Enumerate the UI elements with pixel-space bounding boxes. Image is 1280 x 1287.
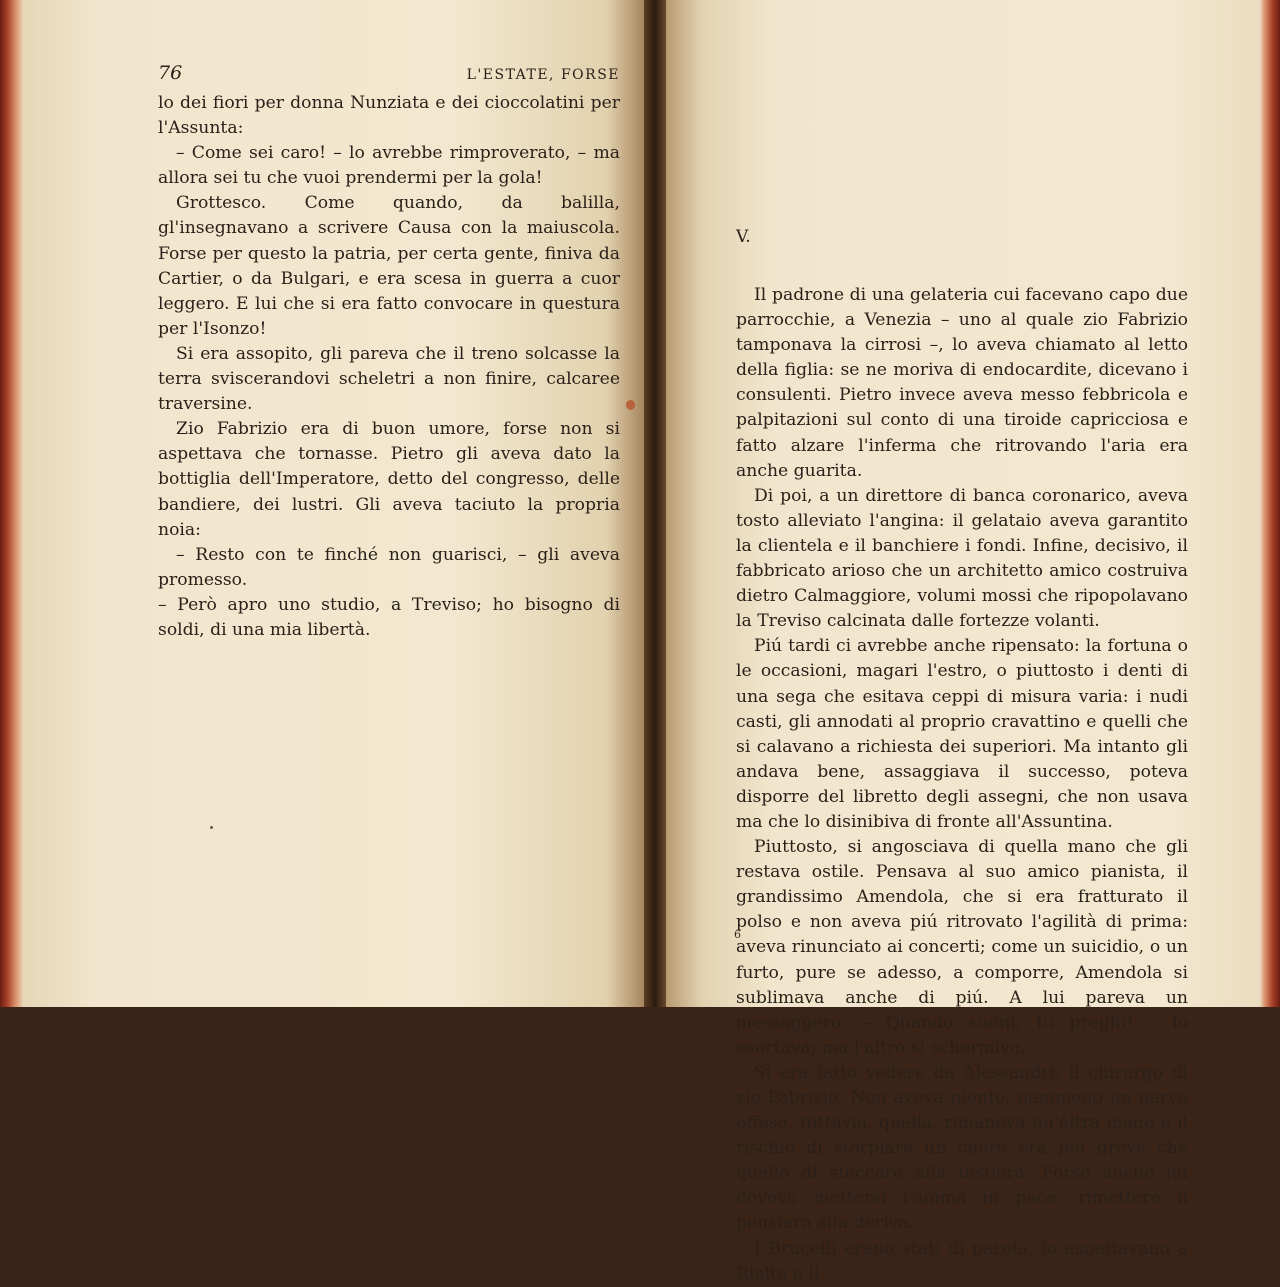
running-head [158,62,620,84]
running-title: L'ESTATE, FORSE [466,67,620,83]
paragraph: Si era fatto vedere da Alessandri, il chirurgo di zio Fabrizio. Non aveva niente, nemmeno un nervo offeso, tuttavia, quella, rimaneva un'altra mano e il rischio di storpiare un cuore era piú greve che quello di steccare alla tastiera. Forse anche lui doveva mettersi l'anima in pace, rimettere il pensiero alla deriva. [736,1062,1188,1234]
show-through-text [726,88,1186,268]
paragraph: – Resto con te finché non guarisci, – gli aveva promesso. [158,544,620,590]
right-page [666,0,1260,1284]
paragraph: Zio Fabrizio era di buon umore, forse non si aspettava che tornasse. Pietro gli aveva dato la bottiglia dell'Imperatore, detto del congresso, delle bandiere, dei lustri. Gli aveva taciuto la propria noia: [158,419,620,540]
paragraph: Grottesco. Come quando, da balilla, gl'insegnavano a scrivere Causa con la maiuscola. Forse per questo la patria, per certa gente, finiva da Cartier, o da Bulgari, e era scesa in guerra a cuor leggero. E lui che si era fatto convocare in questura per l'Isonzo! [158,193,620,339]
book-edge-right [1260,0,1280,1007]
book-gutter [644,0,666,1007]
paragraph: – Però apro uno studio, a Treviso; ho bisogno di soldi, di una mia libertà. [158,594,620,640]
print-speck [210,826,213,829]
signature-mark: 6 [734,928,741,941]
page-number: 76 [158,62,183,84]
right-body-text [736,283,1188,1287]
paragraph: Si era assopito, gli pareva che il treno solcasse la terra sviscerandovi scheletri a non finire, calcaree traversine. [158,343,620,415]
paragraph: Piuttosto, si angosciava di quella mano che gli restava ostile. Pensava al suo amico pianista, il grandissimo Amendola, che si era fratturato il polso e non aveva piú ritrovato l'agilità di prima: aveva rinunciato ai concerti; come un suicidio, o un furto, pure se adesso, a comporre, Amendola si sublimava anche di piú. A lui pareva un messaggero: – Quando suoni, tu preghi! – lo esortava; ma l'altro si schermiva. [736,837,1188,1058]
paragraph: lo dei fiori per donna Nunziata e dei cioccolatini per l'Assunta: [158,93,620,139]
ink-spot [626,400,635,410]
paragraph: – Come sei caro! – lo avrebbe rimproverato, – ma allora sei tu che vuoi prendermi per la gola! [158,143,620,189]
left-page [22,0,644,1007]
book-edge-left [0,0,22,1007]
paragraph: Il padrone di una gelateria cui facevano capo due parrocchie, a Venezia – uno al quale zio Fabrizio tamponava la cirrosi –, lo aveva chiamato al letto della figlia: se ne moriva di endocardite, dicevano i consulenti. Pietro invece aveva messo febbricola e palpitazioni sul conto di una tiroide capricciosa e fatto alzare l'inferma che ritrovando l'aria era anche guarita. [736,285,1188,481]
paragraph: Piú tardi ci avrebbe anche ripensato: la fortuna o le occasioni, magari l'estro, o piuttosto i denti di una sega che esitava ceppi di misura varia: i nudi casti, gli annodati al proprio cravattino e quelli che si calavano a richiesta dei superiori. Ma intanto gli andava bene, assaggiava il successo, poteva disporre del libretto degli assegni, che non usava ma che lo disinibiva di fronte all'Assuntina. [736,636,1188,832]
left-body-text [158,91,620,643]
chapter-number: V. [736,227,751,247]
paragraph: I Brucelli erano stati di parola, lo aspettavano a Rialto e li [736,1238,1188,1284]
paragraph: Di poi, a un direttore di banca coronarico, aveva tosto alleviato l'angina: il gelataio aveva garantito la clientela e il banchiere i fondi. Infine, decisivo, il fabbricato arioso che un architetto amico costruiva dietro Calmaggiore, volumi mossi che ripopolavano la Treviso calcinata dalle fortezze volanti. [736,485,1188,632]
